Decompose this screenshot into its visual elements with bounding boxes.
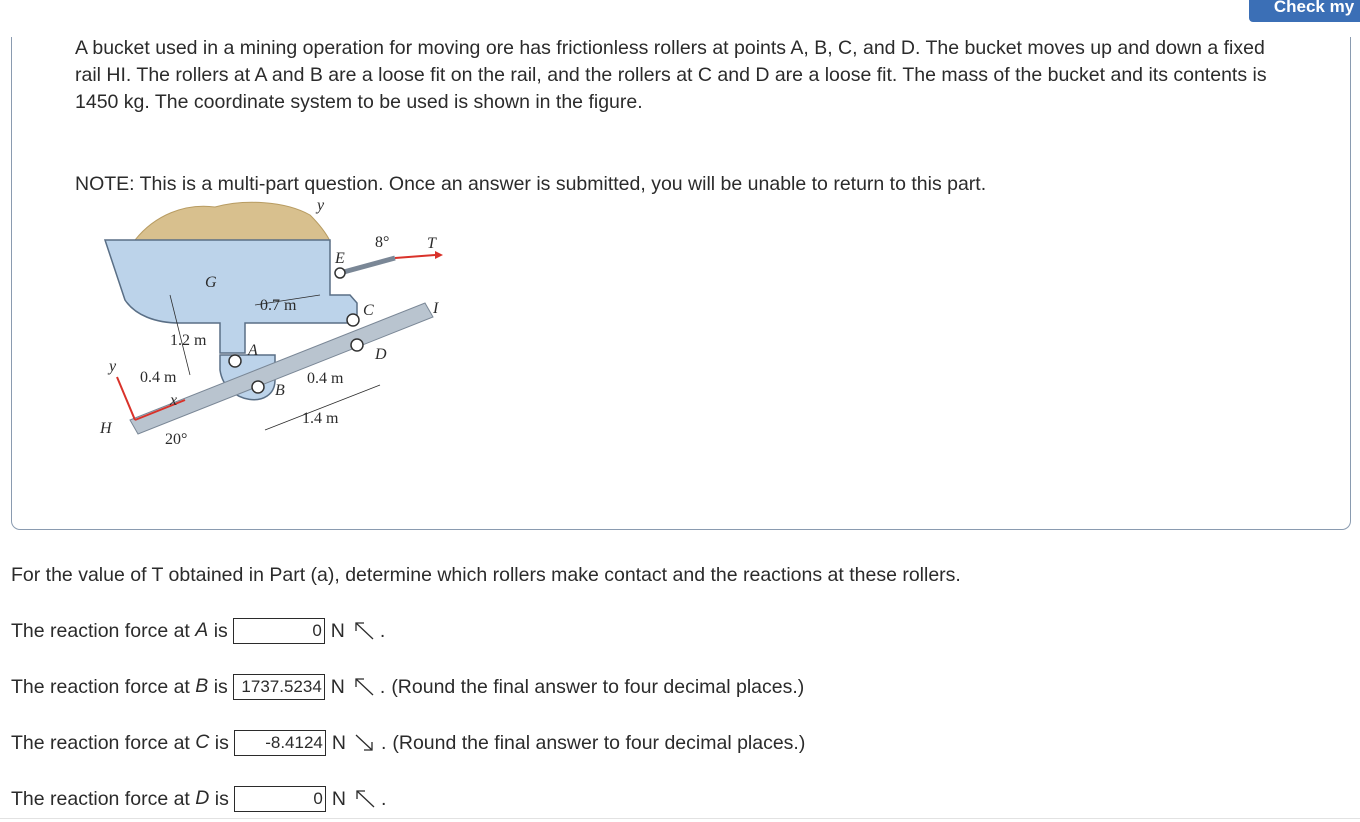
answer-row-c: [11, 728, 805, 756]
reaction-d-input[interactable]: [234, 786, 326, 812]
answer-prefix: The reaction force at: [11, 619, 190, 642]
label-i: I: [433, 300, 439, 317]
multi-part-note: NOTE: This is a multi-part question. Once an answer is submitted, you will be unable to return to this part.: [75, 173, 987, 195]
answer-row-b: [11, 672, 804, 700]
roller-c: [347, 314, 359, 326]
label-dim-04-right: 0.4 m: [307, 370, 344, 387]
roller-b: [252, 381, 264, 393]
reaction-c-input[interactable]: [234, 730, 326, 756]
label-d: D: [375, 346, 387, 363]
arrow-down-right-icon: [352, 731, 378, 755]
label-angle-20: 20°: [165, 431, 188, 448]
label-t: T: [427, 235, 436, 252]
label-e: E: [335, 250, 345, 267]
period: .: [380, 731, 387, 754]
answer-prefix: The reaction force at: [11, 787, 190, 810]
label-a: A: [248, 342, 258, 359]
point-label: B: [195, 675, 209, 697]
unit-label: N: [331, 787, 346, 810]
answer-row-d: [11, 784, 386, 812]
bottom-divider: [0, 818, 1360, 819]
tension-arrowhead: [435, 251, 443, 259]
answer-suffix: is: [214, 731, 229, 754]
label-h: H: [100, 420, 112, 437]
unit-label: N: [331, 731, 346, 754]
ore-pile: [135, 202, 330, 241]
check-my-work-button[interactable]: Check my: [1249, 0, 1360, 22]
unit-label: N: [330, 675, 345, 698]
label-dim-04-left: 0.4 m: [140, 369, 177, 386]
reaction-a-input[interactable]: [233, 618, 325, 644]
y-axis-line: [117, 377, 135, 420]
point-e-pin: [335, 268, 345, 278]
point-label: C: [195, 731, 210, 753]
arrow-up-left-icon: [352, 787, 378, 811]
answer-suffix: is: [213, 675, 228, 698]
period: .: [379, 619, 386, 642]
answer-suffix: is: [213, 619, 228, 642]
label-dim-14: 1.4 m: [302, 410, 339, 427]
label-g: G: [205, 274, 217, 291]
rounding-note: (Round the final answer to four decimal places.): [391, 675, 805, 698]
label-dim-12: 1.2 m: [170, 332, 207, 349]
label-b: B: [275, 382, 285, 399]
arrow-up-left-icon: [351, 619, 377, 643]
label-dim-07: 0.7 m: [260, 297, 297, 314]
point-label: D: [195, 787, 210, 809]
label-axis-x: x: [170, 392, 178, 409]
arrow-up-left-icon: [351, 675, 377, 699]
label-c: C: [363, 302, 374, 319]
roller-a: [229, 355, 241, 367]
answer-row-a: [11, 616, 385, 644]
unit-label: N: [330, 619, 345, 642]
tension-arrow: [395, 255, 435, 258]
bucket-rail-figure: [95, 195, 455, 455]
part-question: For the value of T obtained in Part (a), determine which rollers make contact and the reactions at these rollers.: [11, 564, 961, 586]
period: .: [380, 787, 387, 810]
label-axis-y: y: [109, 358, 117, 375]
reaction-b-input[interactable]: [233, 674, 325, 700]
roller-d: [351, 339, 363, 351]
answer-prefix: The reaction force at: [11, 731, 190, 754]
label-axis-y-top: y: [317, 197, 325, 214]
label-angle-8: 8°: [375, 234, 390, 251]
problem-statement: A bucket used in a mining operation for moving ore has frictionless rollers at points A, B, C, and D. The bucket moves up and down a fixed rail HI. The rollers at A and B are a loose fit on the rail, and the rollers at C and D are a loose fit. The mass of the bucket and its contents is 1450 kg. The coordinate system to be used is shown in the figure.: [75, 37, 1267, 113]
period: .: [379, 675, 386, 698]
answer-prefix: The reaction force at: [11, 675, 190, 698]
answer-suffix: is: [214, 787, 229, 810]
bucket-body: [105, 240, 357, 353]
cable-arm: [340, 258, 395, 273]
rounding-note: (Round the final answer to four decimal places.): [392, 731, 806, 754]
point-label: A: [195, 619, 209, 641]
